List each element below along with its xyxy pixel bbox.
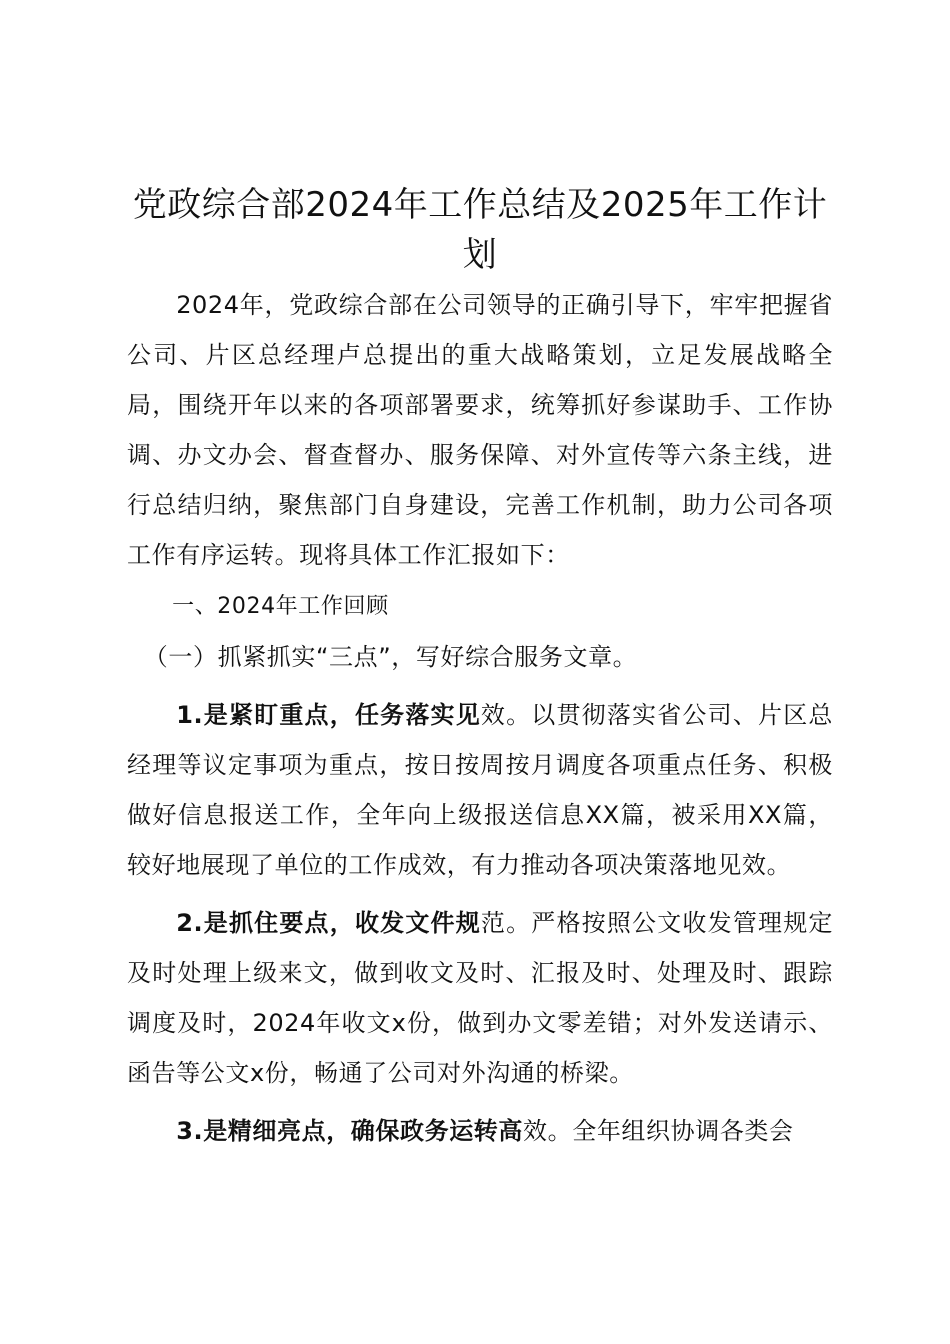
item-lead: 1.是紧盯重点，任务落实见: [176, 701, 481, 729]
item-paragraph: [127, 690, 833, 890]
section-heading: 一、2024年工作回顾: [172, 594, 389, 619]
document-body: [127, 280, 833, 1156]
item-paragraph: [127, 1106, 833, 1156]
item-lead: 3.是精细亮点，确保政务运转高: [176, 1117, 524, 1145]
item-text: 效。以贯彻落实省公司、片区总经理等议定事项为重点，按日按周按月调度各项重点任务、积极做好信息报送工作，全年向上级报送信息XX篇，被采用XX篇，较好地展现了单位的工作成效，有力推动各项决策落地见效。: [127, 701, 833, 879]
intro-paragraph: 2024年，党政综合部在公司领导的正确引导下，牢牢把握省公司、片区总经理卢总提出的重大战略策划，立足发展战略全局，围绕开年以来的各项部署要求，统筹抓好参谋助手、工作协调、办文办会、督查督办、服务保障、对外宣传等六条主线，进行总结归纳，聚焦部门自身建设，完善工作机制，助力公司各项工作有序运转。现将具体工作汇报如下：: [127, 291, 833, 569]
item-text: 效。全年组织协调各类会: [523, 1117, 794, 1145]
item-paragraph: [127, 898, 833, 1098]
subsection-heading: （一）抓紧抓实“三点”，写好综合服务文章。: [143, 643, 638, 671]
item-text: 范。严格按照公文收发管理规定及时处理上级来文，做到收文及时、汇报及时、处理及时、跟踪调度及时，2024年收文x份，做到办文零差错；对外发送请示、函告等公文x份，畅通了公司对外沟通的桥梁。: [127, 909, 833, 1087]
item-lead: 2.是抓住要点，收发文件规: [176, 909, 481, 937]
document-title: 党政综合部2024年工作总结及2025年工作计划: [132, 185, 828, 275]
